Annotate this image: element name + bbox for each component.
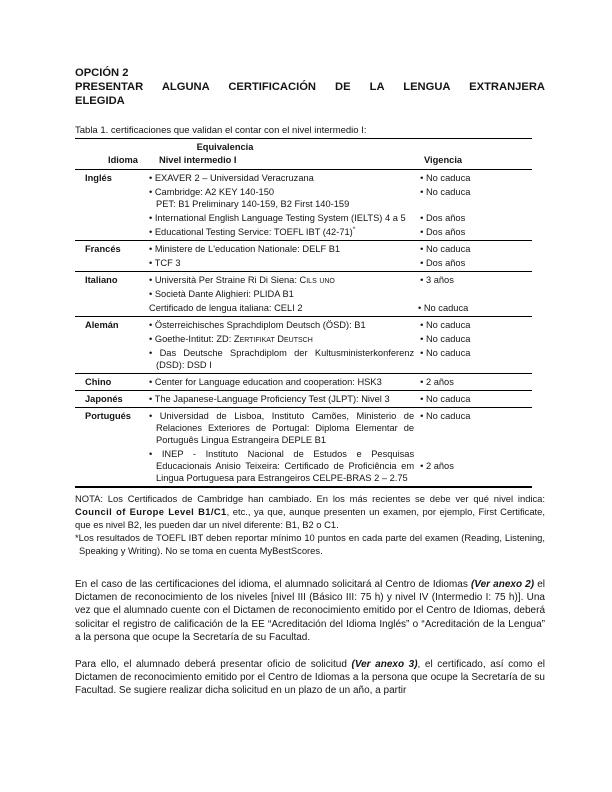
body-paragraph-1 (75, 578, 545, 644)
table-row (75, 374, 532, 391)
certification-item (149, 288, 532, 300)
certification-text: • EXAVER 2 – Universidad Veracruzana (149, 173, 314, 183)
vigencia-cell (420, 288, 532, 300)
certification-text: • Cambridge: A2 KEY 140-150 PET: B1 Preliminary 140-159, B2 First 140-159 (149, 186, 414, 210)
table-row (75, 391, 532, 408)
certifications-table (75, 138, 532, 488)
header-vigencia: Vigencia (424, 155, 463, 165)
certification-item (149, 376, 532, 388)
vigencia-cell: • No caduca (420, 187, 471, 197)
text-segment: el Dictamen de reconocimiento de los niveles [nivel III (Básico III: 75 h) y nivel IV (Intermedio I: 75 h)]. Una vez que el alumnado cuente con el Dictamen de reconocimiento emitido por el Centro de Idiomas, deberá solicitar el registro de calificación de la EE “Acreditación del Idioma Inglés” o “Acreditación de la Lengua” a la persona que ocupe la Secretaría de su Facultad. (75, 579, 545, 643)
title-main: PRESENTAR ALGUNA CERTIFICACIÓN DE LA LENGUA EXTRANJERA (75, 81, 545, 93)
text-segment: NOTA: Los Certificados de Cambridge han cambiado. En los más recientes se debe ver qué nivel indica: (75, 493, 545, 504)
header-columns (75, 154, 532, 167)
certification-text: • Educational Testing Service: TOEFL IBT (42-71)* (149, 225, 356, 237)
certification-text: • INEP - Instituto Nacional de Estudos e Pesquisas Educacionais Anisio Teixeira: Certificado de Proficiência em Lingua Portuguesa para Estrangeiros CELPE-BRAS 2 – 2.75 (149, 449, 415, 483)
table-row (75, 170, 532, 241)
nota-text (75, 492, 545, 531)
certification-items (149, 172, 532, 238)
text-segment: En el caso de las certificaciones del idioma, el alumnado solicitará al Centro de Idiomas (75, 579, 471, 590)
language-label: Japonés (85, 394, 123, 404)
table-header (75, 139, 532, 170)
text-segment: (Ver anexo 2) (470, 579, 535, 590)
language-label: Portugués (85, 411, 131, 421)
certification-item (149, 257, 532, 269)
header-nivel: Nivel intermedio I (159, 155, 237, 165)
text-segment: Council of Europe Level B1/C1 (75, 506, 227, 517)
certification-item (149, 319, 532, 331)
vigencia-cell: • No caduca (420, 173, 471, 183)
text-segment: (Ver anexo 3) (351, 659, 418, 671)
certification-text: • Società Dante Alighieri: PLIDA B1 (149, 289, 294, 299)
table-row (75, 317, 532, 374)
vigencia-cell: • 2 años (420, 377, 454, 387)
language-label: Inglés (85, 173, 112, 183)
language-label: Chino (85, 377, 112, 387)
certification-items (149, 393, 532, 405)
certification-item (149, 186, 532, 210)
footnote-marker: * (352, 225, 356, 233)
certification-text: • Universidad de Lisboa, Instituto Camões, Ministerio de Relaciones Exteriores de Portugal: Diploma Elementar de Português Lingua Estrangeira DEPLE B1 (149, 411, 415, 445)
table-row (75, 272, 532, 317)
vigencia-cell: • No caduca (420, 244, 471, 254)
header-idioma: Idioma (108, 155, 138, 165)
certification-items (149, 274, 532, 314)
certification-text-line2: PET: B1 Preliminary 140-159, B2 First 140-159 (156, 199, 350, 209)
certification-item (149, 212, 532, 224)
certification-item (149, 172, 532, 184)
language-label: Francés (85, 244, 121, 254)
table-caption: Tabla 1. certificaciones que validan el contar con el nivel intermedio I: (75, 125, 367, 136)
vigencia-cell: • 3 años (420, 275, 454, 285)
text-segment: , el certificado, así como el Dictamen de reconocimiento emitido por el Centro de Idiomas a la persona que ocupe la Secretaría de su Facultad. Se sugiere realizar dicha solicitud en un plazo de un año, a partir (75, 659, 545, 697)
table-body (75, 170, 532, 486)
certification-item (149, 410, 532, 446)
title-option: OPCIÓN 2 (75, 67, 129, 79)
certification-items (149, 410, 532, 484)
certification-item (149, 302, 532, 314)
certification-item (149, 347, 532, 371)
certification-text: • International English Language Testing System (IELTS) 4 a 5 (149, 213, 406, 223)
text-segment: , etc., ya que, aunque presenten un examen, por ejemplo, First Certificate, que es nivel B2, les pueden dar un nivel diferente: B1, B2 o C1. (75, 506, 545, 530)
vigencia-cell: • 2 años (420, 461, 454, 471)
certification-text: • Center for Language education and cooperation: HSK3 (149, 377, 382, 387)
certification-item (149, 448, 532, 484)
vigencia-cell: • Dos años (420, 258, 466, 268)
certification-item (149, 333, 532, 345)
vigencia-cell: • No caduca (420, 411, 471, 421)
certification-smallcaps: Zertifikat Deutsch (233, 334, 313, 344)
vigencia-cell: • Dos años (420, 213, 466, 223)
certification-text: Certificado de lengua italiana: CELI 2 (149, 303, 303, 313)
nota-block (75, 492, 545, 557)
certification-item (149, 243, 532, 255)
certification-text: • Das Deutsche Sprachdiplom der Kultusministerkonferenz (DSD): DSD I (149, 348, 415, 370)
vigencia-cell: • Dos años (420, 227, 466, 237)
toefl-footnote: *Los resultados de TOEFL IBT deben reportar mínimo 10 puntos en cada parte del examen (Reading, Listening, Speaking y Writing). No se toma en cuenta MyBestScores. (75, 532, 545, 556)
certification-text: • Goethe-Intitut: ZD: Zertifikat Deutsch (149, 334, 313, 344)
certification-item (149, 226, 532, 238)
certification-text: • Österreichisches Sprachdiplom Deutsch (ÖSD): B1 (149, 320, 366, 330)
certification-smallcaps: Cils uno (299, 275, 335, 285)
certification-text: • Ministere de L'education Nationale: DELF B1 (149, 244, 341, 254)
table-row (75, 408, 532, 486)
certification-items (149, 319, 532, 371)
body-paragraph-2 (75, 658, 545, 698)
page-content (75, 66, 545, 698)
text-segment: Para ello, el alumnado deberá presentar oficio de solicitud (75, 659, 352, 671)
title-elegida: ELEGIDA (75, 95, 125, 107)
certification-text: • The Japanese-Language Proficiency Test (JLPT): Nivel 3 (149, 394, 390, 404)
vigencia-cell: • No caduca (420, 394, 471, 404)
vigencia-cell: • No caduca (420, 320, 471, 330)
language-label: Italiano (85, 275, 118, 285)
header-equivalencia: Equivalencia (196, 142, 254, 152)
vigencia-cell: • No caduca (418, 303, 469, 313)
table-row (75, 241, 532, 272)
vigencia-cell: • No caduca (420, 334, 471, 344)
certification-text: • Università Per Straine Ri Di Siena: Cils uno (149, 275, 335, 285)
page-title (75, 66, 545, 108)
certification-items (149, 376, 532, 388)
certification-item (149, 393, 532, 405)
vigencia-cell: • No caduca (420, 348, 471, 358)
certification-items (149, 243, 532, 269)
certification-item (149, 274, 532, 286)
language-label: Alemán (85, 320, 119, 330)
certification-text: • TCF 3 (149, 258, 181, 268)
